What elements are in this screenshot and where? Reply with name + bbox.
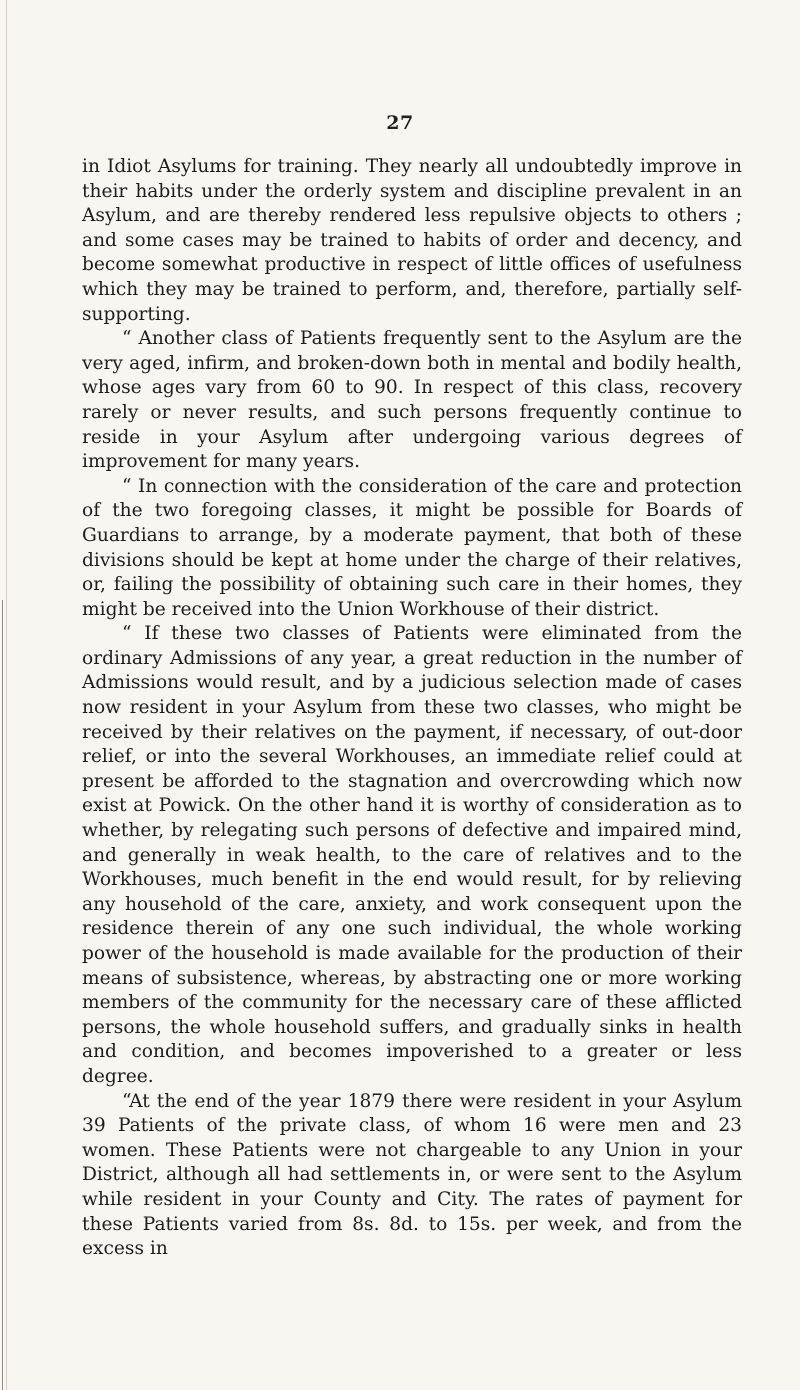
paragraph-3: “ In connection with the consideration of the care and protection of the two foregoing classes, it might be possible for Boards of Guardians to arrange, by a moderate payment, that both of these divisions should be kept at home under the charge of their relatives, or, failing the possibility of obtaining such care in their homes, they might be received into the Union Workhouse of their district. [82, 475, 742, 620]
body-text [82, 155, 742, 1262]
paragraph-2: “ Another class of Patients frequently sent to the Asylum are the very aged, infirm, and broken-down both in mental and bodily health, whose ages vary from 60 to 90. In respect of this class, recovery rarely or never results, and such persons frequently continue to reside in your Asylum after undergoing various degrees of improvement for many years. [82, 328, 742, 473]
paragraph-5: “At the end of the year 1879 there were resident in your Asylum 39 Patients of the private class, of whom 16 were men and 23 women. These Patients were not chargeable to any Union in your District, although all had settlements in, or were sent to the Asylum while resident in your County and City. The rates of payment for these Patients varied from 8s. 8d. to 15s. per week, and from the excess in [82, 1090, 742, 1260]
page-number: 27 [386, 112, 414, 134]
page-edge-line [6, 0, 7, 1390]
binding-edge-shadow [2, 600, 3, 1390]
paragraph-1: in Idiot Asylums for training. They nearly all undoubtedly improve in their habits under the orderly system and discipline prevalent in an Asylum, and are thereby rendered less repulsive objects to others ; and some cases may be trained to habits of order and decency, and become somewhat productive in respect of little offices of usefulness which they may be trained to perform, and, therefore, partially self-supporting. [82, 156, 742, 325]
paragraph-4: “ If these two classes of Patients were eliminated from the ordinary Admissions of any year, a great reduction in the number of Admissions would result, and by a judicious selection made of cases now resident in your Asylum from these two classes, who might be received by their relatives on the payment, if necessary, of out-door relief, or into the several Workhouses, an immediate relief could at present be afforded to the stagnation and overcrowding which now exist at Powick. On the other hand it is worthy of consideration as to whether, by relegating such persons of defective and impaired mind, and generally in weak health, to the care of relatives and to the Workhouses, much benefit in the end would result, for by relieving any household of the care, anxiety, and work consequent upon the residence therein of any one such individual, the whole working power of the household is made available for the production of their means of subsistence, whereas, by abstracting one or more working members of the community for the necessary care of these afflicted persons, the whole household suffers, and gradually sinks in health and condition, and becomes impoverished to a greater or less degree. [82, 623, 742, 1087]
